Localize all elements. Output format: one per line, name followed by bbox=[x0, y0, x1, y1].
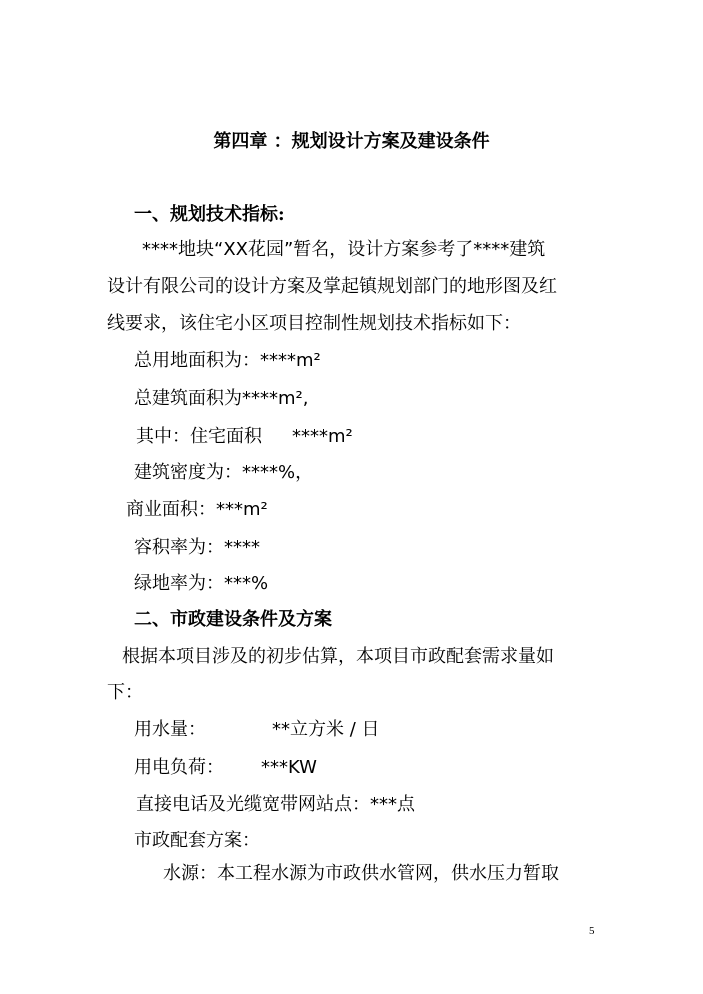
commercial-area: 商业面积：***m² bbox=[126, 499, 268, 520]
telecom-sites: 直接电话及光缆宽带网站点：***点 bbox=[136, 794, 415, 815]
section1-paragraph-line-1: ****地块“XX花园”暂名，设计方案参考了****建筑 bbox=[142, 239, 546, 260]
building-density: 建筑密度为：****%， bbox=[134, 462, 314, 483]
municipal-plan-label: 市政配套方案： bbox=[134, 830, 260, 851]
residential-area-value: ****m² bbox=[292, 426, 353, 447]
section1-paragraph-line-2: 设计有限公司的设计方案及掌起镇规划部门的地形图及红 bbox=[107, 276, 557, 297]
total-land-area: 总用地面积为：****m² bbox=[134, 350, 321, 371]
water-source-line: 水源：本工程水源为市政供水管网，供水压力暂取 bbox=[163, 863, 559, 884]
power-load-label: 用电负荷： bbox=[134, 757, 224, 778]
water-usage-value: **立方米 / 日 bbox=[272, 719, 380, 740]
green-ratio: 绿地率为：***% bbox=[134, 573, 269, 594]
power-load-row bbox=[134, 756, 317, 780]
page-number: 5 bbox=[589, 925, 595, 937]
section2-heading: 二、市政建设条件及方案 bbox=[134, 609, 332, 630]
section2-paragraph-line-2: 下： bbox=[107, 682, 143, 703]
section1-heading: 一、规划技术指标: bbox=[134, 204, 285, 225]
water-usage-row bbox=[134, 718, 380, 742]
residential-area-row bbox=[136, 425, 353, 449]
plot-ratio: 容积率为：**** bbox=[134, 537, 260, 558]
water-usage-label: 用水量： bbox=[134, 719, 206, 740]
total-building-area: 总建筑面积为****m², bbox=[134, 388, 309, 409]
section2-paragraph-line-1: 根据本项目涉及的初步估算，本项目市政配套需求量如 bbox=[122, 646, 554, 667]
section1-paragraph-line-3: 线要求，该住宅小区项目控制性规划技术指标如下： bbox=[107, 313, 521, 334]
chapter-title: 第四章 ：规划设计方案及建设条件 bbox=[213, 131, 490, 152]
residential-area-label: 其中：住宅面积 bbox=[136, 426, 262, 447]
power-load-value: ***KW bbox=[261, 757, 317, 778]
